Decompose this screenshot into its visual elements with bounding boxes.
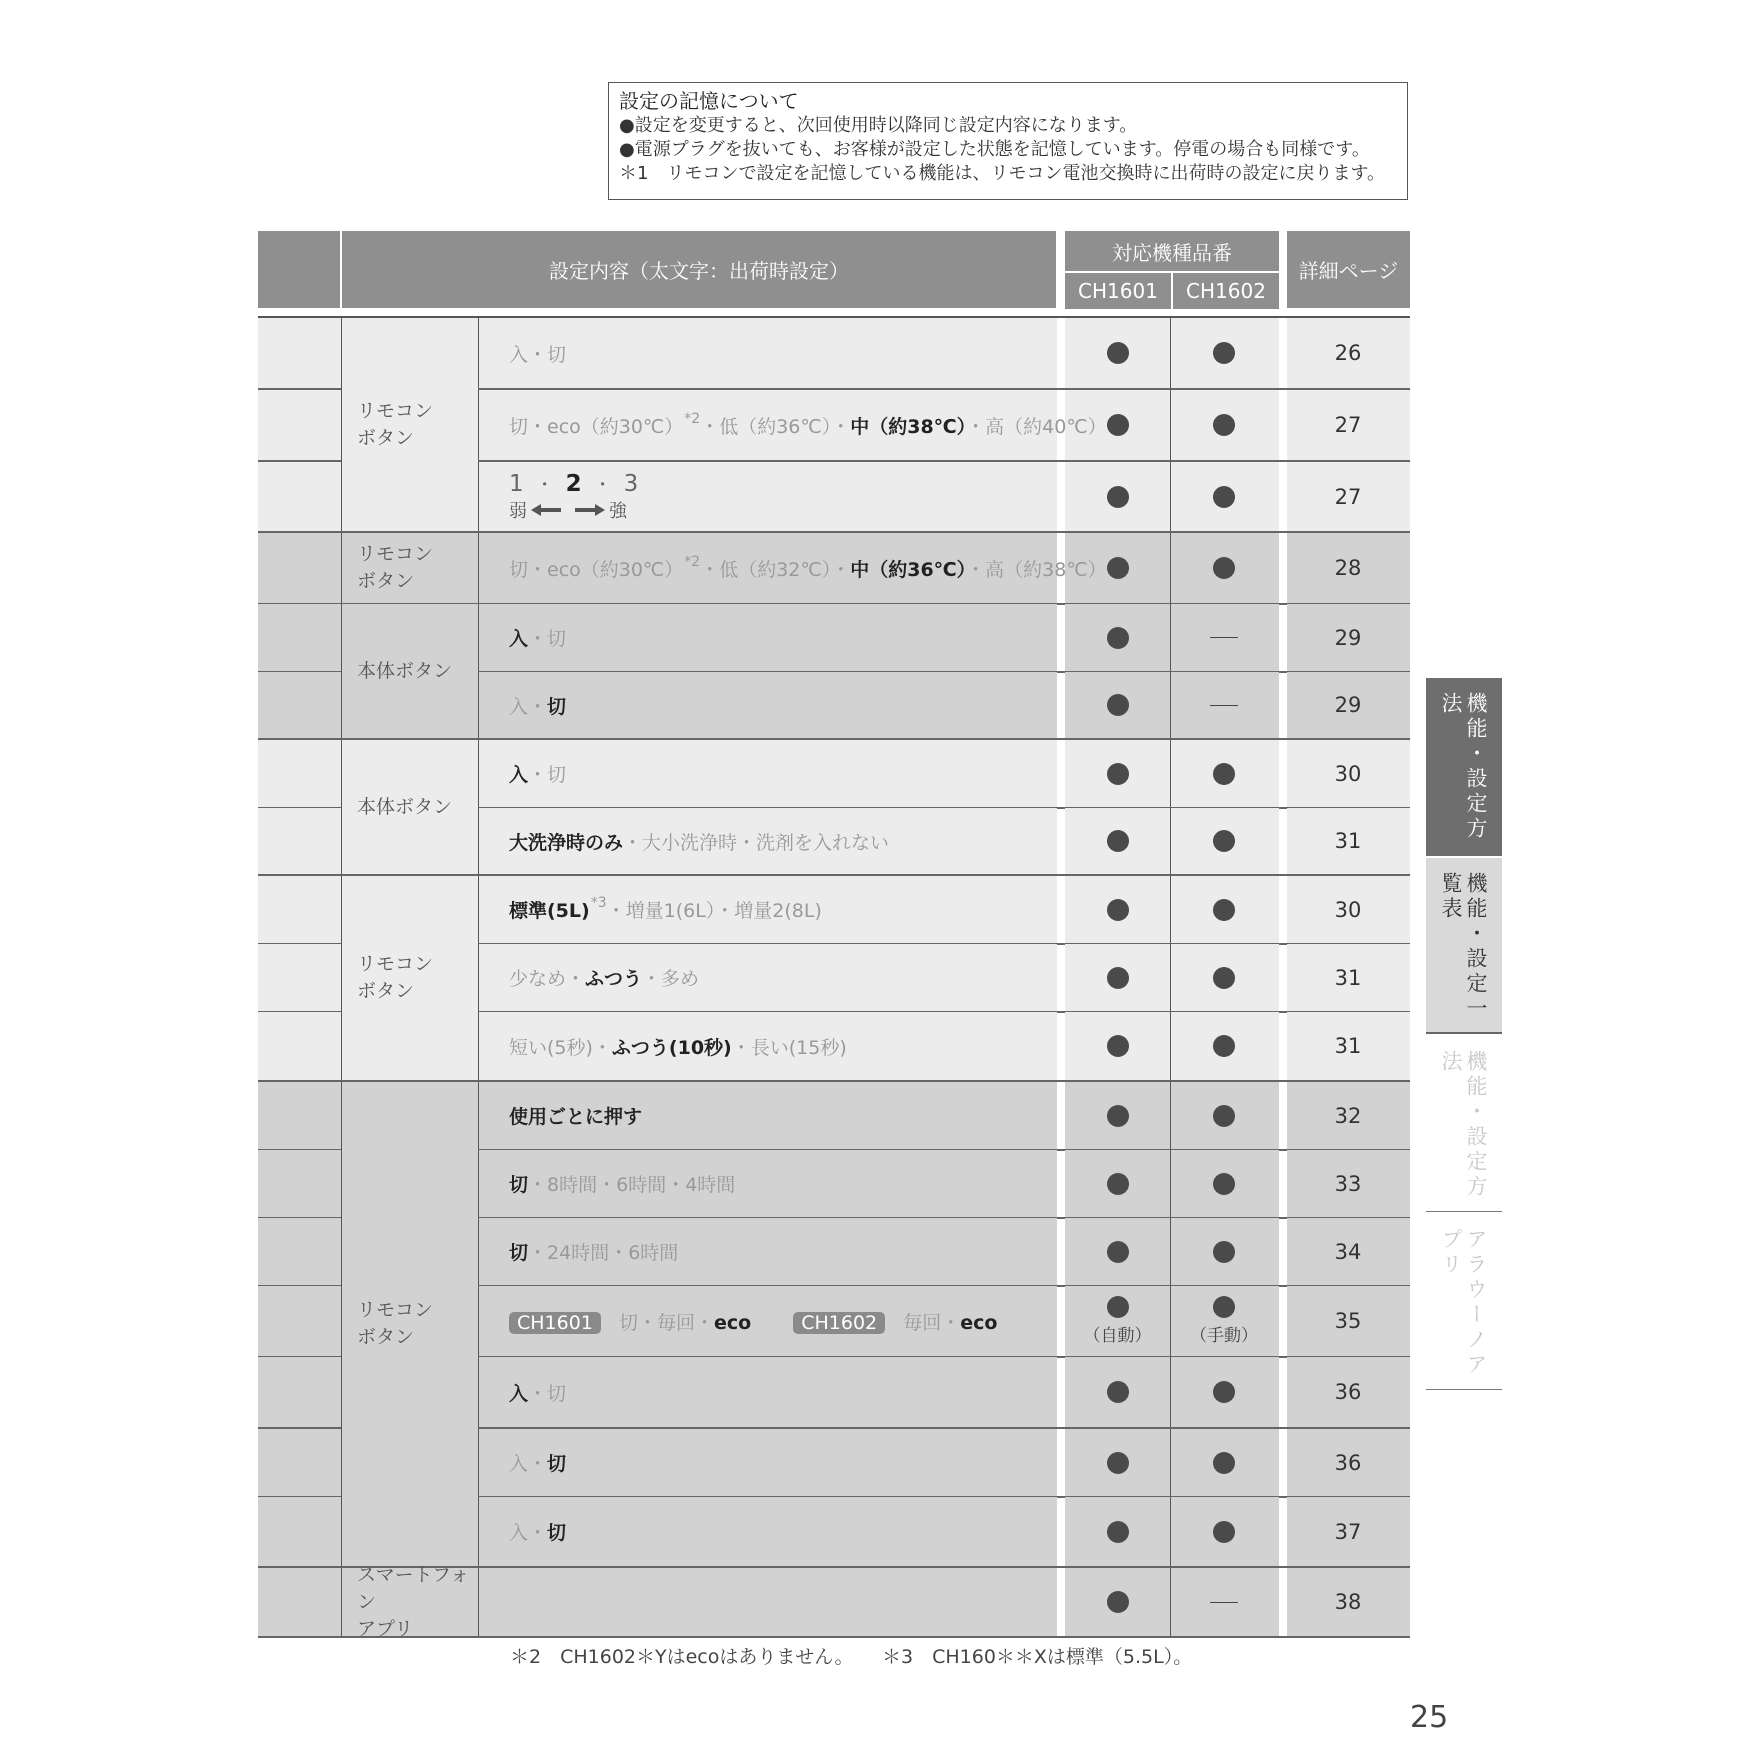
page-ref: 34 (1334, 1239, 1362, 1264)
table-row (258, 1286, 1410, 1356)
supported-dot-icon (1107, 1105, 1129, 1127)
setting-options: CH1601 切・毎回・eco CH1602 毎回・eco (478, 1286, 1057, 1356)
supported-dot-icon (1107, 830, 1129, 852)
setting-options: 大洗浄時のみ・大小洗浄時・洗剤を入れない (478, 808, 1057, 874)
supported-dot-icon (1107, 1173, 1129, 1195)
group-label: ボタン (357, 980, 415, 1002)
table-row (258, 876, 1410, 943)
header-page: 詳細ページ (1287, 231, 1410, 308)
supported-dot-icon (1107, 967, 1129, 989)
supported-dot-icon (1213, 557, 1235, 579)
model-tag: CH1601 (509, 1312, 601, 1334)
group-label: リモコン (357, 543, 434, 565)
group-label: リモコン (357, 953, 434, 975)
footnote: ＊2 CH1602＊Yはecoはありません。 ＊3 CH160＊＊Xは標準（5.5L）。 (510, 1646, 1193, 1668)
table-row (258, 1568, 1410, 1636)
setting-options: 切・24時間・6時間 (478, 1218, 1057, 1285)
group-label: ボタン (357, 1326, 415, 1348)
supported-dot-icon (1107, 1521, 1129, 1543)
table-row (258, 944, 1410, 1011)
setting-options: 入・切 (478, 318, 1057, 388)
setting-options (478, 1568, 1057, 1636)
supported-dot-icon (1213, 342, 1235, 364)
page-ref: 36 (1334, 1380, 1362, 1404)
supported-dot-icon (1107, 1452, 1129, 1474)
unsupported-dash-icon (1210, 705, 1238, 706)
page-ref: 33 (1334, 1171, 1362, 1196)
table-row (258, 533, 1410, 603)
group-label: リモコン (357, 399, 434, 422)
group-label: 本体ボタン (357, 795, 453, 818)
model-tag: CH1602 (793, 1312, 885, 1334)
supported-dot-icon (1107, 763, 1129, 785)
setting-options: 標準$(5L)^{*3}$・増量1(6L）・増量2(8L) (478, 876, 1057, 943)
setting-options: 入・切 (478, 740, 1057, 807)
supported-dot-icon (1213, 1296, 1235, 1318)
table-row (258, 462, 1410, 531)
page-ref: 32 (1334, 1103, 1362, 1128)
supported-dot-icon (1213, 967, 1235, 989)
table-row (258, 672, 1410, 738)
page-ref: 28 (1334, 556, 1362, 580)
table-row (258, 390, 1410, 460)
page-ref: 27 (1334, 413, 1362, 437)
supported-dot-icon (1107, 414, 1129, 436)
setting-options: 入・切 (478, 604, 1057, 671)
group-label: ボタン (357, 426, 415, 449)
supported-dot-icon (1107, 1381, 1129, 1403)
setting-options: 入・切 (478, 1357, 1057, 1427)
group-label: 本体ボタン (357, 659, 453, 682)
page-ref: 31 (1334, 965, 1362, 990)
setting-options: 入・切 (478, 1429, 1057, 1496)
memo-line: ●電源プラグを抜いても、お客様が設定した状態を記憶しています。停電の場合も同様です。 (619, 139, 1370, 160)
page-ref: 27 (1334, 484, 1362, 509)
supported-dot-icon (1107, 557, 1129, 579)
mode-note: （自動） (1083, 1326, 1152, 1346)
supported-dot-icon (1213, 1521, 1235, 1543)
memo-title: 設定の記憶について (619, 89, 799, 113)
page-ref: 26 (1334, 341, 1362, 365)
setting-options: 切・eco（約30℃）$^{*2}$・低（約36℃）・中（約38℃）・高（約40℃） (478, 390, 1057, 460)
side-tab-function-list[interactable] (1426, 858, 1502, 1034)
page-ref: 30 (1334, 761, 1362, 786)
side-tab-function-method[interactable] (1426, 678, 1502, 856)
supported-dot-icon (1213, 899, 1235, 921)
page-ref: 36 (1334, 1450, 1362, 1475)
page-ref: 37 (1334, 1519, 1362, 1544)
table-row (258, 1429, 1410, 1496)
memo-line: ＊1 リモコンで設定を記憶している機能は、リモコン電池交換時に出荷時の設定に戻ります。 (619, 163, 1386, 184)
table-row (258, 1082, 1410, 1149)
supported-dot-icon (1213, 414, 1235, 436)
supported-dot-icon (1107, 486, 1129, 508)
supported-dot-icon (1107, 342, 1129, 364)
supported-dot-icon (1107, 899, 1129, 921)
side-tab-app[interactable] (1426, 1214, 1502, 1390)
side-tab-label: 機能・設定方法 (1439, 1050, 1488, 1200)
group-label: リモコン (357, 1299, 434, 1321)
table-row (258, 604, 1410, 671)
supported-dot-icon (1213, 1173, 1235, 1195)
side-tab-label: 機能・設定方法 (1439, 692, 1488, 842)
page-number: 25 (1410, 1700, 1449, 1735)
table-row (258, 740, 1410, 807)
unsupported-dash-icon (1210, 637, 1238, 638)
supported-dot-icon (1213, 1452, 1235, 1474)
supported-dot-icon (1213, 763, 1235, 785)
supported-dot-icon (1107, 627, 1129, 649)
table-row (258, 318, 1410, 388)
page-ref: 29 (1334, 625, 1362, 650)
group-label: スマートフォン (357, 1563, 470, 1613)
table-row (258, 1012, 1410, 1080)
supported-dot-icon (1107, 694, 1129, 716)
side-tab-label: アラウーノアプリ (1439, 1228, 1488, 1378)
setting-options: 切・eco（約30℃）$^{*2}$・低（約32℃）・中（約36℃）・高（約38℃） (478, 533, 1057, 603)
table-row (258, 1497, 1410, 1566)
setting-options: 1 ・ 2 ・ 3 弱 強 (478, 462, 1057, 531)
setting-options: 使用ごとに押す (478, 1082, 1057, 1149)
header-model-ch1601: CH1601 (1065, 272, 1171, 309)
supported-dot-icon (1213, 1035, 1235, 1057)
supported-dot-icon (1107, 1591, 1129, 1613)
page-ref: 31 (1334, 829, 1362, 853)
supported-dot-icon (1213, 1105, 1235, 1127)
supported-dot-icon (1213, 1241, 1235, 1263)
group-label: ボタン (357, 570, 415, 592)
table-row (258, 1150, 1410, 1217)
supported-dot-icon (1107, 1296, 1129, 1318)
side-tab-function-method-2[interactable] (1426, 1036, 1502, 1212)
setting-options: 短い(5秒)・ふつう(10秒)・長い(15秒) (478, 1012, 1057, 1080)
supported-dot-icon (1107, 1035, 1129, 1057)
setting-options: 入・切 (478, 1497, 1057, 1566)
header-blank (258, 231, 340, 308)
header-settings: 設定内容（太文字：出荷時設定） (342, 231, 1056, 308)
setting-options: 入・切 (478, 672, 1057, 738)
table-row (258, 1357, 1410, 1427)
supported-dot-icon (1213, 1381, 1235, 1403)
mode-note: （手動） (1190, 1326, 1258, 1346)
double-arrow-icon (531, 503, 605, 517)
setting-options: 切・8時間・6時間・4時間 (478, 1150, 1057, 1217)
setting-options: 少なめ・ふつう・多め (478, 944, 1057, 1011)
page-ref: 35 (1334, 1309, 1362, 1333)
page-ref: 30 (1334, 897, 1362, 922)
memo-box (608, 82, 1408, 200)
memo-line: ●設定を変更すると、次回使用時以降同じ設定内容になります。 (619, 115, 1138, 136)
page-ref: 38 (1334, 1590, 1362, 1614)
page-ref: 29 (1334, 693, 1362, 717)
unsupported-dash-icon (1210, 1602, 1238, 1603)
table-row (258, 808, 1410, 874)
page-ref: 31 (1334, 1034, 1362, 1058)
group-label: アプリ (357, 1617, 414, 1640)
header-model-ch1602: CH1602 (1173, 272, 1279, 309)
supported-dot-icon (1213, 486, 1235, 508)
side-tab-label: 機能・設定一覧表 (1439, 872, 1488, 1022)
supported-dot-icon (1107, 1241, 1129, 1263)
table-row (258, 1218, 1410, 1285)
header-models: 対応機種品番 (1065, 231, 1279, 271)
supported-dot-icon (1213, 830, 1235, 852)
